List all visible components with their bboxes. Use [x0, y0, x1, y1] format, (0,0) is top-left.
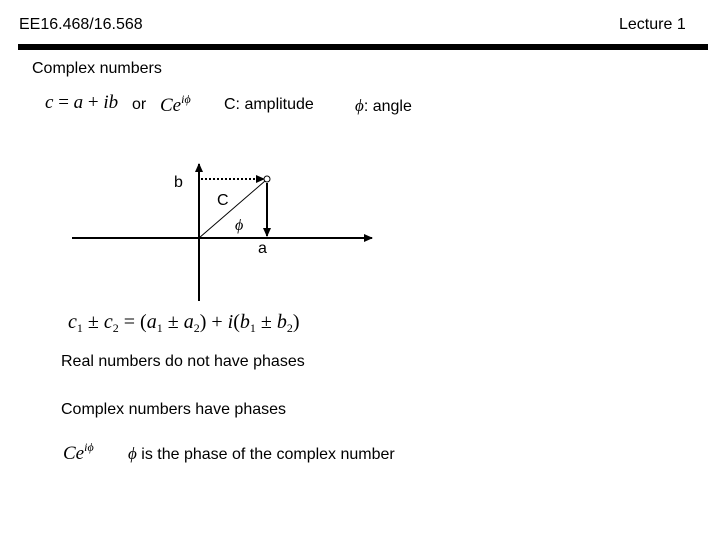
angle-symbol: ϕ	[355, 96, 364, 115]
lecture-number: Lecture 1	[619, 16, 686, 33]
vector-c	[199, 181, 265, 238]
polar-exponent: iϕ	[181, 92, 191, 106]
complex-point	[264, 176, 270, 182]
sum-mid: ) +	[199, 311, 228, 333]
sum-b1-sub: 1	[249, 321, 256, 335]
sum-equals: = (	[118, 311, 147, 333]
sum-pm: ±	[82, 311, 104, 333]
sum-c2: c	[103, 311, 113, 333]
phase-text: is the phase of the complex number	[136, 446, 395, 463]
sum-close: )	[292, 311, 300, 333]
amplitude-label: C: amplitude	[224, 96, 314, 113]
sum-c2-sub: 2	[112, 321, 119, 335]
eq-plus: +	[83, 92, 104, 113]
sum-i: i	[227, 311, 234, 333]
sum-a1: a	[146, 311, 157, 333]
sum-c1-sub: 1	[76, 321, 83, 335]
sum-open: (	[233, 311, 240, 333]
phase-base: Ce	[63, 443, 85, 464]
phase-exponent: iϕ	[84, 440, 94, 454]
angle-text: : angle	[363, 98, 412, 115]
eq-ib: ib	[103, 92, 119, 113]
sum-a2-sub: 2	[193, 321, 200, 335]
slide-title: Complex numbers	[32, 60, 162, 77]
sum-a1-sub: 1	[156, 321, 163, 335]
label-a: a	[258, 240, 267, 257]
sum-equation	[68, 311, 300, 336]
polar-base: Ce	[160, 95, 182, 116]
sum-pm3: ±	[255, 311, 277, 333]
phase-description	[128, 444, 395, 464]
phase-symbol: ϕ	[128, 444, 137, 463]
eq-equals: =	[53, 92, 74, 113]
sum-b2: b	[276, 311, 287, 333]
real-numbers-statement: Real numbers do not have phases	[61, 353, 305, 370]
sum-pm2: ±	[162, 311, 184, 333]
sum-b2-sub: 2	[286, 321, 293, 335]
sum-a2: a	[183, 311, 194, 333]
label-b: b	[174, 174, 183, 191]
eq-a: a	[73, 92, 84, 113]
phase-equation	[63, 440, 94, 465]
or-text: or	[132, 96, 147, 113]
label-c: C	[217, 192, 229, 209]
sum-b1: b	[239, 311, 250, 333]
sum-c1: c	[68, 311, 77, 333]
complex-numbers-statement: Complex numbers have phases	[61, 401, 287, 418]
course-code: EE16.468/16.568	[19, 16, 143, 33]
eq-c: c	[45, 92, 54, 113]
label-phi: ϕ	[235, 217, 244, 234]
